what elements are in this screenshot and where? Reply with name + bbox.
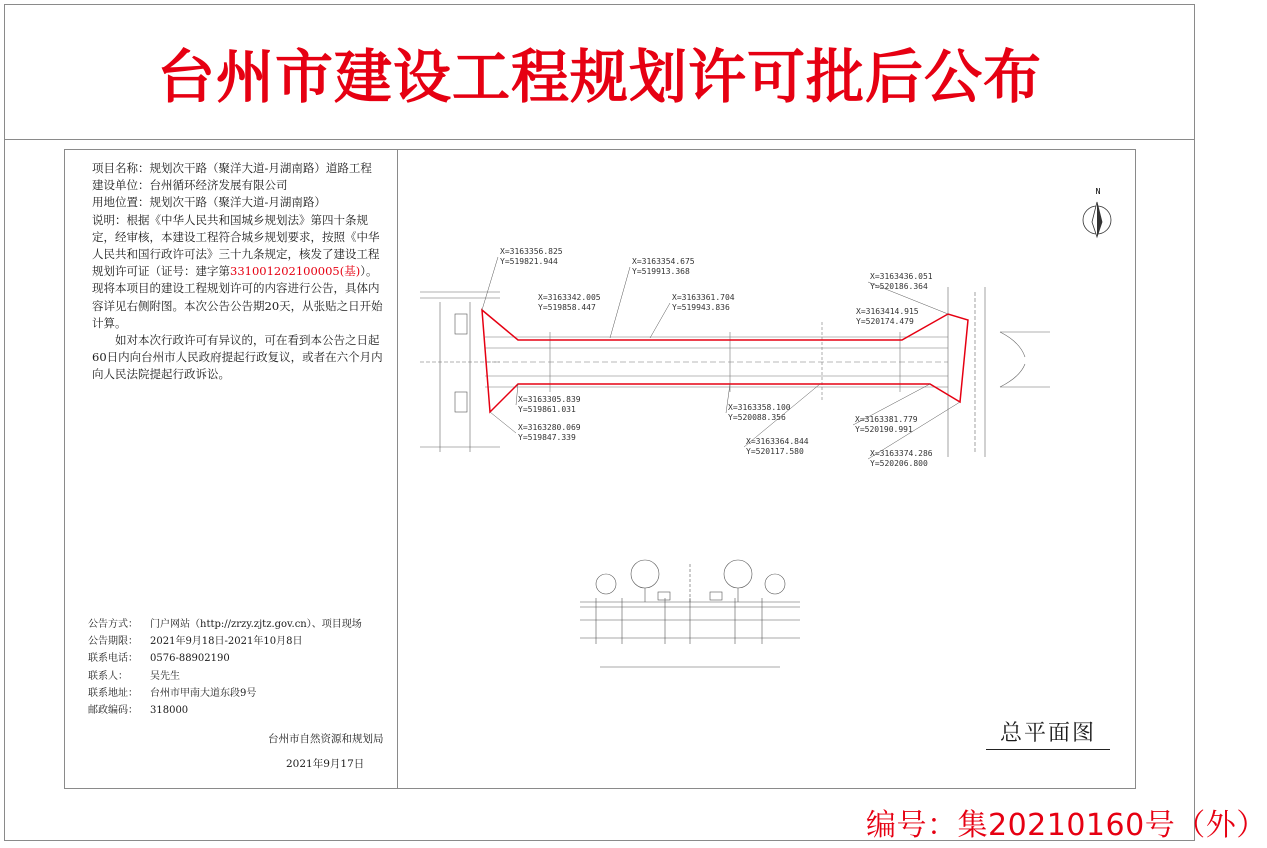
announce-method-row: 公告方式： 门户网站（http://zrzy.zjtz.gov.cn）、项目现场 <box>88 619 362 630</box>
plan-label: 总平面图 <box>1000 721 1097 746</box>
coord-y: Y=519858.447 <box>538 303 596 312</box>
coordinate-labels <box>500 247 933 468</box>
contact-person-row: 联系人： 吴先生 <box>88 670 180 682</box>
title-divider <box>4 139 1195 140</box>
document-number: 编号：集20210160号（外） <box>866 808 1267 843</box>
coord-y: Y=520190.991 <box>855 425 913 434</box>
address-row: 联系地址： 台州市甲南大道东段9号 <box>88 687 257 699</box>
project-name-line: 项目名称：规划次干路（聚洋大道-月湖南路）道路工程 <box>92 161 372 175</box>
appeal-paragraph: 如对本次行政许可有异议的，可在看到本公告之日起60日内向台州市人民政府提起行政复议，或者在六个月内向人民法院提起行政诉讼。 <box>92 333 383 382</box>
coord-y: Y=520088.356 <box>728 413 786 422</box>
cross-section-drawing <box>580 560 800 667</box>
coord-x: X=3163361.704 <box>672 293 735 302</box>
page-title: 台州市建设工程规划许可批后公布 <box>156 43 1042 111</box>
coord-x: X=3163305.839 <box>518 395 581 404</box>
coord-y: Y=520174.479 <box>856 317 914 326</box>
column-divider <box>397 149 398 789</box>
location-line: 用地位置：规划次干路（聚洋大道-月湖南路） <box>92 195 326 210</box>
postcode-row: 邮政编码： 318000 <box>88 705 189 717</box>
coord-y: Y=519821.944 <box>500 257 558 266</box>
coord-y: Y=519943.836 <box>672 303 730 312</box>
coord-x: X=3163356.825 <box>500 247 563 256</box>
coord-y: Y=519847.339 <box>518 433 576 442</box>
coord-x: X=3163364.844 <box>746 437 809 446</box>
road-body <box>485 322 948 402</box>
coord-x: X=3163414.915 <box>856 307 919 316</box>
coord-y: Y=519861.031 <box>518 405 576 414</box>
north-arrow-icon <box>1083 187 1111 237</box>
coord-x: X=3163381.779 <box>855 415 918 424</box>
coord-x: X=3163354.675 <box>632 257 695 266</box>
issuing-authority: 台州市自然资源和规划局 <box>268 733 384 745</box>
coord-y: Y=520117.580 <box>746 447 804 456</box>
phone-row: 联系电话： 0576-88902190 <box>88 653 230 665</box>
coord-x: X=3163358.100 <box>728 403 791 412</box>
coord-x: X=3163436.051 <box>870 272 933 281</box>
coord-y: Y=520206.800 <box>870 459 928 468</box>
north-label: N <box>1095 187 1101 196</box>
coord-x: X=3163280.069 <box>518 423 581 432</box>
announce-period-row: 公告期限： 2021年9月18日-2021年10月8日 <box>88 636 303 648</box>
left-intersection <box>420 292 500 452</box>
notice-text <box>92 160 384 384</box>
coord-y: Y=519913.368 <box>632 267 690 276</box>
coord-y: Y=520186.364 <box>870 282 928 291</box>
issue-date: 2021年9月17日 <box>286 758 365 770</box>
builder-line: 建设单位：台州循环经济发展有限公司 <box>92 178 288 193</box>
description-paragraph: 说明：根据《中华人民共和国城乡规划法》第四十条规定，经审核，本建设工程符合城乡规划要求，按照《中华人民共和国行政许可法》三十九条规定，核发了建设工程规划许可证（证号：建字第331001202100005(基)）。现将本项目的建设工程规划许可的内容进行公告，具体内容详见右侧附图。本次公告公告期20天，从张贴之日开始计算。 <box>92 212 383 330</box>
site-plan-drawing <box>400 152 1130 672</box>
coord-x: X=3163342.005 <box>538 293 601 302</box>
contact-info <box>88 616 388 719</box>
permit-number: 331001202100005(基) <box>230 264 361 279</box>
coord-x: X=3163374.286 <box>870 449 933 458</box>
